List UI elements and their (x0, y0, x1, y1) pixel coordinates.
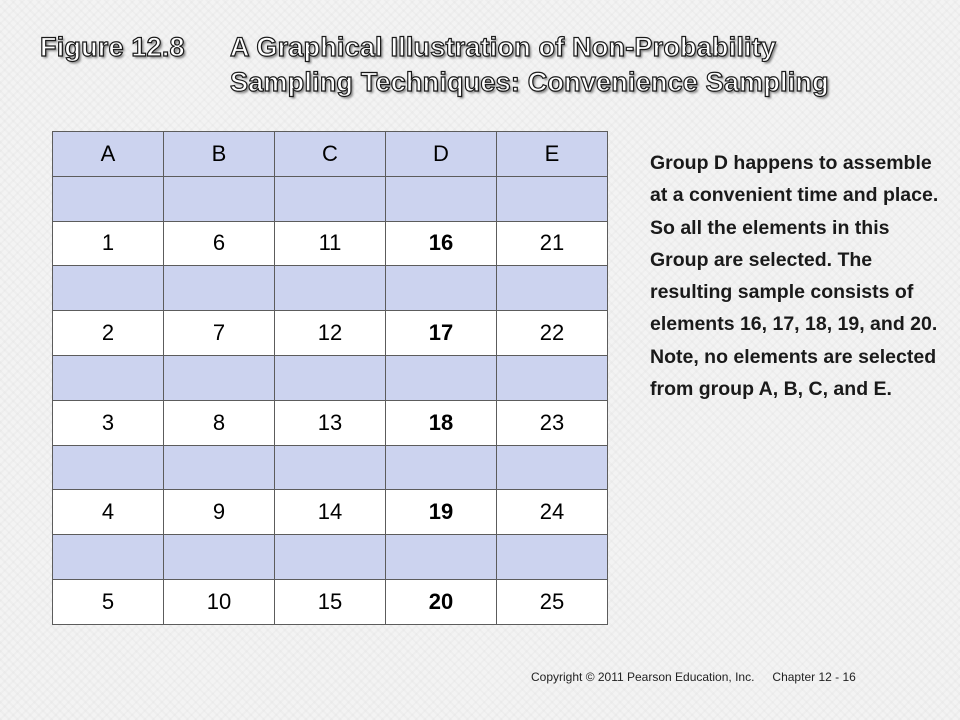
copyright-text: Copyright © 2011 Pearson Education, Inc. (531, 670, 755, 684)
table-cell: 10 (164, 579, 275, 624)
description-text: Group D happens to assemble at a convenient time and place. So all the elements in this Group are selected. The resulting sample consists of elements 16, 17, 18, 19, and 20. Note, no elements are selected from group A, B, C, and E. (650, 152, 939, 401)
table-cell: 24 (497, 490, 608, 535)
selected-cell: 20 (386, 579, 497, 624)
table-cell: 3 (53, 400, 164, 445)
header-cell-c: C (275, 132, 386, 177)
table-cell: 6 (164, 221, 275, 266)
table-row (53, 579, 608, 624)
table-cell: 8 (164, 400, 275, 445)
table-cell: 2 (53, 311, 164, 356)
table-row (53, 311, 608, 356)
title-line-2: Sampling Techniques: Convenience Sampling (230, 67, 829, 97)
table-cell: 5 (53, 579, 164, 624)
selected-cell: 18 (386, 400, 497, 445)
header-cell-d: D (386, 132, 497, 177)
table-row (53, 221, 608, 266)
table-cell: 25 (497, 579, 608, 624)
spacer-row (53, 535, 608, 580)
chapter-page-text: Chapter 12 - 16 (772, 670, 856, 684)
table-cell: 14 (275, 490, 386, 535)
footer (531, 670, 856, 684)
selected-cell: 19 (386, 490, 497, 535)
selected-cell: 16 (386, 221, 497, 266)
spacer-row (53, 266, 608, 311)
table-row (53, 490, 608, 535)
spacer-row (53, 355, 608, 400)
table-row (53, 400, 608, 445)
header-row (53, 132, 608, 177)
header-cell-b: B (164, 132, 275, 177)
table-cell: 21 (497, 221, 608, 266)
table-cell: 1 (53, 221, 164, 266)
header-cell-a: A (53, 132, 164, 177)
slide-title (40, 30, 940, 100)
title-line-1: A Graphical Illustration of Non-Probability (230, 32, 777, 62)
table-cell: 7 (164, 311, 275, 356)
figure-label: Figure 12.8 (40, 32, 185, 62)
table-cell: 9 (164, 490, 275, 535)
table-cell: 11 (275, 221, 386, 266)
table-cell: 12 (275, 311, 386, 356)
header-cell-e: E (497, 132, 608, 177)
sampling-grid (52, 131, 608, 625)
table-cell: 23 (497, 400, 608, 445)
table-cell: 15 (275, 579, 386, 624)
table-cell: 13 (275, 400, 386, 445)
table-cell: 4 (53, 490, 164, 535)
spacer-row (53, 176, 608, 221)
selected-cell: 17 (386, 311, 497, 356)
table-cell: 22 (497, 311, 608, 356)
spacer-row (53, 445, 608, 490)
